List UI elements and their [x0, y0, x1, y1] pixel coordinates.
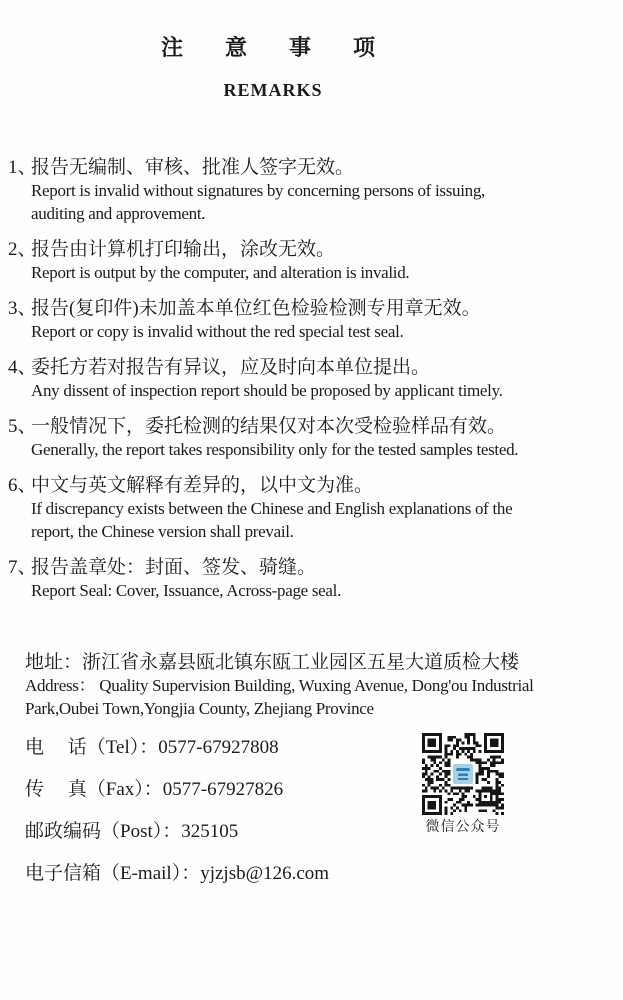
- remark-item-content: [31, 297, 615, 343]
- remark-item-number: 1、: [8, 157, 37, 178]
- remark-item-english-line: Report is invalid without signatures by concerning persons of issuing,: [31, 181, 485, 200]
- remark-item-content: [31, 474, 615, 543]
- remark-item: [8, 415, 615, 461]
- contact-label: 电 话（Tel）：: [25, 737, 159, 758]
- contact-value: 0577-67927808: [158, 737, 279, 758]
- remark-item: [8, 474, 615, 543]
- remark-item-english-line: Report is output by the computer, and alteration is invalid.: [31, 263, 410, 282]
- qr-caption: 微信公众号: [425, 820, 501, 835]
- remark-item-chinese: 报告盖章处：封面、签发、骑缝。: [31, 557, 317, 578]
- remark-item-number: 7、: [8, 557, 37, 578]
- remark-item-content: [31, 356, 615, 402]
- remark-item-english-line: report, the Chinese version shall prevail.: [31, 522, 294, 541]
- remarks-list: [8, 156, 615, 602]
- remark-item-content: [31, 156, 615, 225]
- page-header: [8, 0, 538, 102]
- page-title: 注 意 事 项: [160, 35, 385, 60]
- remark-item-number: 2、: [8, 239, 37, 260]
- remark-item: [8, 356, 615, 402]
- contact-value: yjzjsb@126.com: [200, 863, 330, 884]
- remark-item-content: [31, 415, 615, 461]
- contact-line: [25, 778, 615, 801]
- contact-label: 电子信箱（E-mail）：: [25, 863, 201, 884]
- remark-item: [8, 297, 615, 343]
- contact-value: 0577-67927826: [162, 779, 284, 800]
- remark-item: [8, 238, 615, 284]
- remark-item-number: 4、: [8, 357, 37, 378]
- remark-item: [8, 556, 615, 602]
- remark-item-chinese: 委托方若对报告有异议，应及时向本单位提出。: [31, 357, 431, 378]
- remark-item-chinese: 报告(复印件)未加盖本单位红色检验检测专用章无效。: [31, 298, 481, 319]
- contact-line: [25, 736, 615, 759]
- remark-item-content: [31, 238, 615, 284]
- remark-item: [8, 156, 615, 225]
- remark-item-english-line: Generally, the report takes responsibility only for the tested samples tested.: [31, 440, 519, 459]
- remark-item-english-line: If discrepancy exists between the Chinese and English explanations of the: [31, 499, 513, 518]
- remark-item-content: [31, 556, 615, 602]
- remark-item-number: 6、: [8, 475, 37, 496]
- address-block: [25, 651, 615, 720]
- remark-item-english-line: Report Seal: Cover, Issuance, Across-page seal.: [31, 581, 342, 600]
- remark-item-chinese: 中文与英文解释有差异的，以中文为准。: [31, 475, 374, 496]
- contact-label: 邮政编码（Post）：: [25, 821, 182, 842]
- contact-line: [25, 820, 615, 843]
- address-english-line: Address： Quality Supervision Building, Wuxing Avenue, Dong'ou Industrial: [25, 676, 534, 695]
- remark-item-english-line: Report or copy is invalid without the red special test seal.: [31, 322, 404, 341]
- remark-item-english-line: auditing and approvement.: [31, 204, 206, 223]
- page-subtitle: REMARKS: [223, 80, 323, 100]
- contact-lines: [25, 736, 615, 885]
- remark-item-chinese: 报告由计算机打印输出，涂改无效。: [31, 239, 336, 260]
- remark-item-number: 5、: [8, 416, 37, 437]
- contact-label: 传 真（Fax）：: [25, 779, 163, 800]
- remark-item-english-line: Any dissent of inspection report should be proposed by applicant timely.: [31, 381, 503, 400]
- address-chinese: 地址：浙江省永嘉县瓯北镇东瓯工业园区五星大道质检大楼: [25, 652, 520, 673]
- remark-item-chinese: 一般情况下，委托检测的结果仅对本次受检验样品有效。: [31, 416, 507, 437]
- contact-line: [25, 862, 615, 885]
- qr-code-icon: [422, 733, 504, 815]
- remark-item-chinese: 报告无编制、审核、批准人签字无效。: [31, 157, 355, 178]
- contact-section: [25, 736, 615, 956]
- contact-value: 325105: [181, 821, 239, 842]
- remark-item-number: 3、: [8, 298, 37, 319]
- wechat-qr-block: [422, 733, 504, 837]
- address-english-line: Park,Oubei Town,Yongjia County, Zhejiang Province: [25, 699, 374, 718]
